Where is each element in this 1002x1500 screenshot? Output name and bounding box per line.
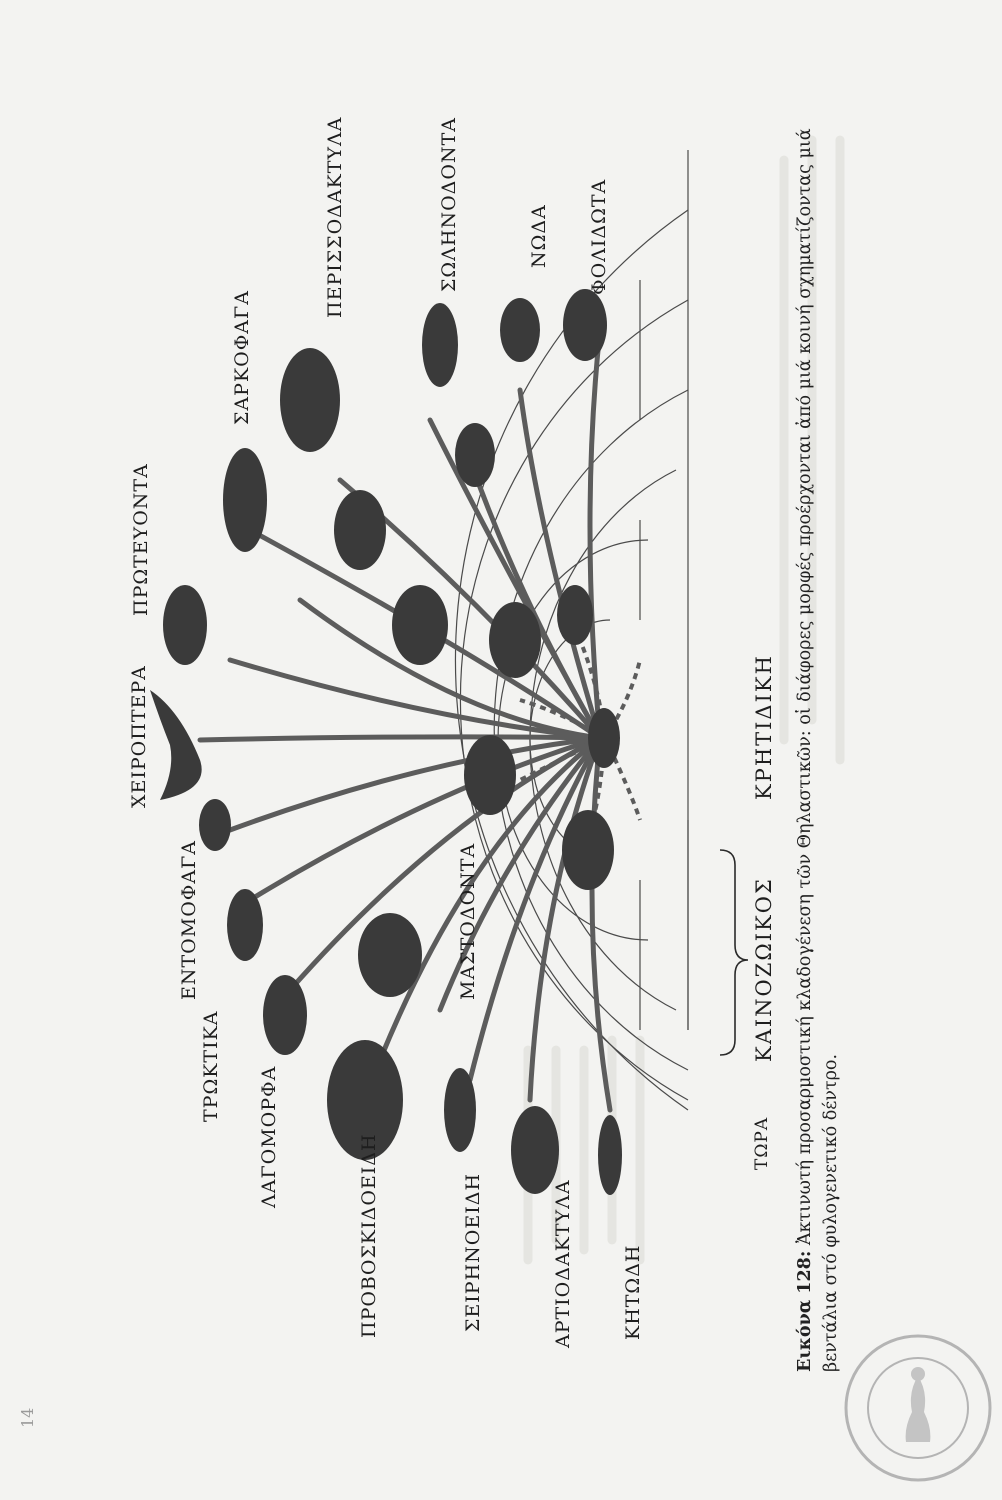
ancestor-silhouette bbox=[588, 708, 620, 768]
ungulate-silhouette-2 bbox=[334, 490, 386, 570]
time-grid bbox=[640, 150, 688, 1030]
sirenian-silhouette bbox=[444, 1068, 476, 1152]
label-kritidiki: ΚΡΗΤΙΔΙΚΗ bbox=[752, 654, 776, 800]
label-entomofaga: ΕΝΤΟΜΟΦΑΓΑ bbox=[178, 840, 200, 1000]
whale-silhouette bbox=[598, 1115, 622, 1195]
page-number: 14 bbox=[18, 1407, 37, 1428]
armadillo-silhouette bbox=[500, 298, 540, 362]
figure-caption bbox=[792, 122, 844, 1372]
label-cheiroptera: ΧΕΙΡΟΠΤΕΡΑ bbox=[128, 665, 150, 808]
label-artiodaktyla: ΑΡΤΙΟΔΑΚΤΥΛΑ bbox=[552, 1179, 574, 1348]
ungulate-silhouette-4 bbox=[489, 602, 541, 678]
ungulate-silhouette-6 bbox=[464, 735, 516, 815]
ungulate-silhouette-5 bbox=[557, 585, 593, 645]
label-lagomorfa: ΛΑΓΟΜΟΡΦΑ bbox=[258, 1065, 280, 1208]
label-sarkofaga: ΣΑΡΚΟΦΑΓΑ bbox=[231, 290, 253, 425]
insectivore-silhouette bbox=[227, 889, 263, 961]
tubulidentate-silhouette bbox=[422, 303, 458, 387]
caption-label: Εικόνα 128: bbox=[795, 1250, 815, 1372]
ungulate-silhouette-3 bbox=[392, 585, 448, 665]
label-proboskidoeidi: ΠΡΟΒΟΣΚΙΔΟΕΙΔΗ bbox=[358, 1133, 380, 1338]
label-tora: ΤΩΡΑ bbox=[752, 1116, 772, 1170]
horse-silhouette bbox=[280, 348, 340, 452]
label-proteuonta: ΠΡΩΤΕΥΟΝΤΑ bbox=[130, 463, 152, 616]
hare-silhouette bbox=[263, 975, 307, 1055]
label-kitodi: ΚΗΤΩΔΗ bbox=[622, 1244, 644, 1340]
rodent-silhouette bbox=[199, 799, 231, 851]
ungulate-silhouette-1 bbox=[455, 423, 495, 487]
label-troktika: ΤΡΩΚΤΙΚΑ bbox=[200, 1010, 222, 1122]
label-kainozoikos: ΚΑΙΝΟΖΩΙΚΟΣ bbox=[752, 877, 776, 1062]
branches bbox=[200, 330, 610, 1110]
ungulate-silhouette-7 bbox=[562, 810, 614, 890]
wolf-silhouette bbox=[223, 448, 267, 552]
bat-silhouette bbox=[150, 690, 202, 800]
label-folidota: ΦΟΛΙΔΩΤΑ bbox=[588, 178, 610, 295]
label-seirinoeidi: ΣΕΙΡΗΝΟΕΙΔΗ bbox=[462, 1172, 484, 1332]
library-stamp bbox=[842, 1332, 994, 1484]
primate-silhouette bbox=[163, 585, 207, 665]
mastodon-silhouette bbox=[358, 913, 422, 997]
label-perissodaktyla: ΠΕΡΙΣΣΟΔΑΚΤΥΛΑ bbox=[324, 116, 346, 318]
cenozoic-brace bbox=[720, 850, 748, 1055]
label-solinodonta: ΣΩΛΗΝΟΔΟΝΤΑ bbox=[438, 117, 460, 292]
caption-text: Ἀκτινωτή προσαρμοστική κλαδογένεση τῶν Θηλαστικῶν: οἱ διάφορες μορφές προέρχονται ἀπό μιά κοινή σχηματίζοντας μιά βεντάλια στό φυλογενετικό δέντρο. bbox=[795, 128, 841, 1372]
pangolin-silhouette bbox=[563, 289, 607, 361]
label-noda: ΝΩΔΑ bbox=[528, 204, 550, 268]
label-mastodonta: ΜΑΣΤΟΔΟΝΤΑ bbox=[457, 842, 479, 1000]
